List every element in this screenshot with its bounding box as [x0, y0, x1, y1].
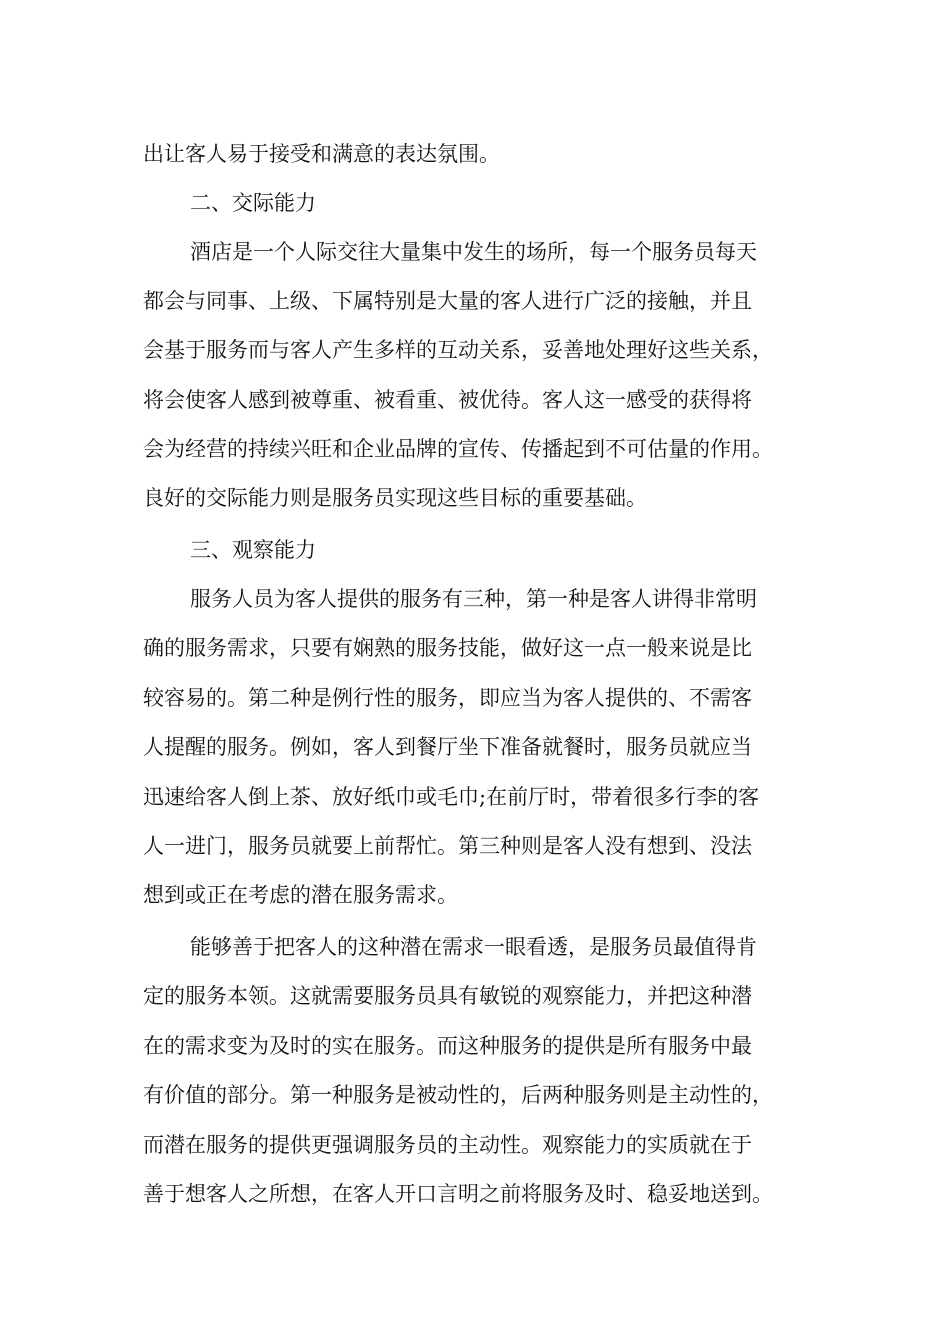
section-heading-communication: 二、交际能力 [190, 191, 316, 215]
paragraph-line: 将会使客人感到被尊重、被看重、被优待。客人这一感受的获得将 [143, 388, 752, 412]
paragraph-line: 都会与同事、上级、下属特别是大量的客人进行广泛的接触，并且 [143, 289, 752, 313]
paragraph-line: 有价值的部分。第一种服务是被动性的，后两种服务则是主动性的， [143, 1083, 773, 1107]
paragraph-line: 在的需求变为及时的实在服务。而这种服务的提供是所有服务中最 [143, 1034, 752, 1058]
paragraph-line: 酒店是一个人际交往大量集中发生的场所，每一个服务员每天 [190, 240, 757, 264]
paragraph-line: 服务人员为客人提供的服务有三种，第一种是客人讲得非常明 [190, 587, 757, 611]
paragraph-line: 人一进门，服务员就要上前帮忙。第三种则是客人没有想到、没法 [143, 834, 752, 858]
paragraph-line: 定的服务本领。这就需要服务员具有敏锐的观察能力，并把这种潜 [143, 984, 752, 1008]
paragraph-line: 而潜在服务的提供更强调服务员的主动性。观察能力的实质就在于 [143, 1133, 752, 1157]
paragraph-line: 确的服务需求，只要有娴熟的服务技能，做好这一点一般来说是比 [143, 636, 752, 660]
paragraph-line: 能够善于把客人的这种潜在需求一眼看透，是服务员最值得肯 [190, 935, 757, 959]
paragraph-line: 良好的交际能力则是服务员实现这些目标的重要基础。 [143, 486, 647, 510]
paragraph-line: 善于想客人之所想，在客人开口言明之前将服务及时、稳妥地送到。 [143, 1182, 773, 1206]
paragraph-line: 会为经营的持续兴旺和企业品牌的宣传、传播起到不可估量的作用。 [143, 437, 773, 461]
paragraph-line: 会基于服务而与客人产生多样的互动关系，妥善地处理好这些关系， [143, 338, 773, 362]
paragraph-line-continuation: 出让客人易于接受和满意的表达氛围。 [143, 142, 500, 166]
section-heading-observation: 三、观察能力 [190, 538, 316, 562]
paragraph-line: 迅速给客人倒上茶、放好纸巾或毛巾;在前厅时，带着很多行李的客 [143, 785, 760, 809]
paragraph-line: 人提醒的服务。例如，客人到餐厅坐下准备就餐时，服务员就应当 [143, 735, 752, 759]
paragraph-line: 想到或正在考虑的潜在服务需求。 [143, 883, 458, 907]
paragraph-line: 较容易的。第二种是例行性的服务，即应当为客人提供的、不需客 [143, 686, 752, 710]
